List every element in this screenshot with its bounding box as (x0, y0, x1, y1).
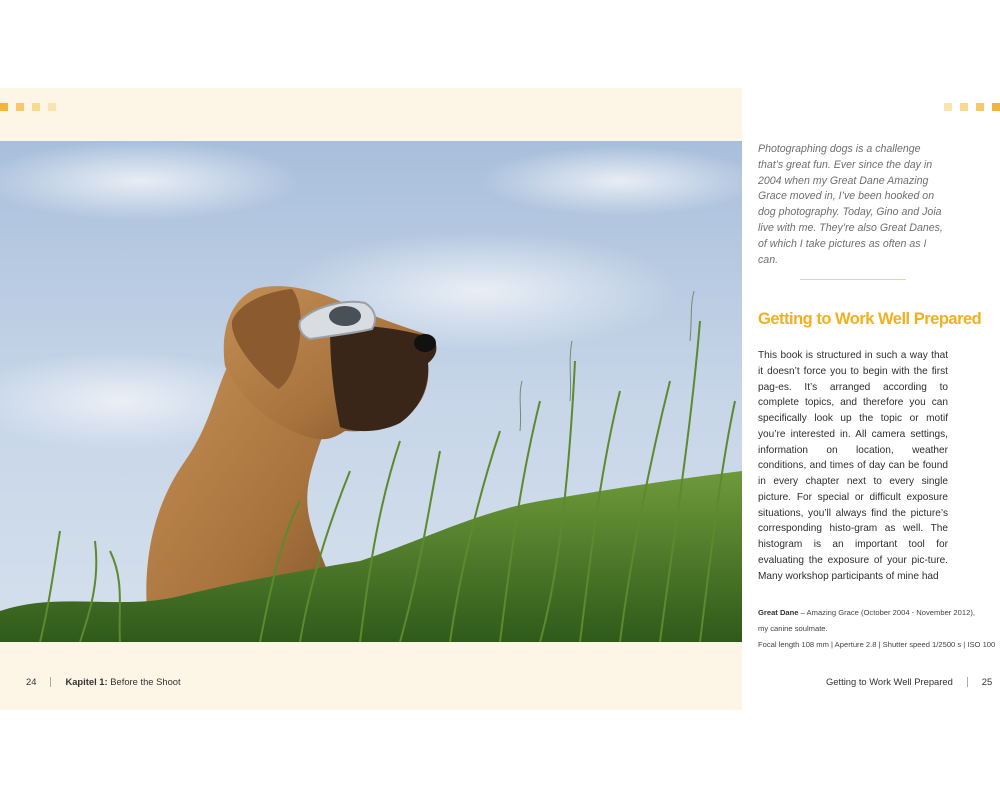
caption-desc: – Amazing Grace (October 2004 - November 2012), (798, 608, 975, 617)
chapter-title: Before the Shoot (107, 676, 181, 687)
dog-photo (0, 141, 742, 642)
square-icon (16, 103, 24, 111)
section-divider (800, 279, 906, 280)
square-icon (960, 103, 968, 111)
body-paragraph: This book is structured in such a way that it doesn’t force you to begin with the first pag-es. It’s arranged according to complete topics, and therefore you can specifically look up the topic or motif you’re interested in. All camera settings, information on location, weather conditions, and times of day can be found in every chapter next to every single picture. For special or difficult exposure situations, you’ll always find the picture’s corresponding histo-gram as well. The histogram is an important tool for evaluating the exposure of your pic-ture. Many workshop participants of mine had (758, 350, 948, 582)
dog-photo-illustration (0, 141, 742, 642)
running-head-left (65, 676, 180, 687)
decorative-squares-right (944, 103, 1000, 111)
square-icon (0, 103, 8, 111)
caption-line-1 (758, 605, 988, 621)
photo-caption (758, 605, 996, 653)
goggle-lens (329, 306, 361, 326)
caption-title: Great Dane (758, 608, 799, 617)
footer-separator (50, 677, 51, 687)
footer-left (26, 676, 181, 687)
square-icon (48, 103, 56, 111)
square-icon (944, 103, 952, 111)
running-head-right: Getting to Work Well Prepared (826, 676, 953, 687)
decorative-squares-left (0, 103, 56, 111)
footer-right (826, 676, 992, 687)
square-icon (992, 103, 1000, 111)
square-icon (976, 103, 984, 111)
page-number-left: 24 (26, 676, 37, 687)
caption-settings: Focal length 108 mm | Aperture 2.8 | Shutter speed 1/2500 s | ISO 100 (758, 640, 996, 649)
footer-separator (967, 677, 968, 687)
square-icon (32, 103, 40, 111)
page-number-right: 25 (981, 676, 993, 687)
dog-nose (414, 334, 436, 352)
caption-line-2: my canine soulmate. (758, 624, 828, 633)
intro-paragraph: Photographing dogs is a challenge that’s great fun. Ever since the day in 2004 when my Great Dane Amazing Grace moved in, I’ve been hooked on dog photography. Today, Gino and Joia live with me. They’re also Great Danes, of which I take pictures as often as I can. (758, 143, 943, 266)
chapter-label: Kapitel 1: (65, 676, 108, 687)
section-heading: Getting to Work Well Prepared (758, 310, 982, 328)
